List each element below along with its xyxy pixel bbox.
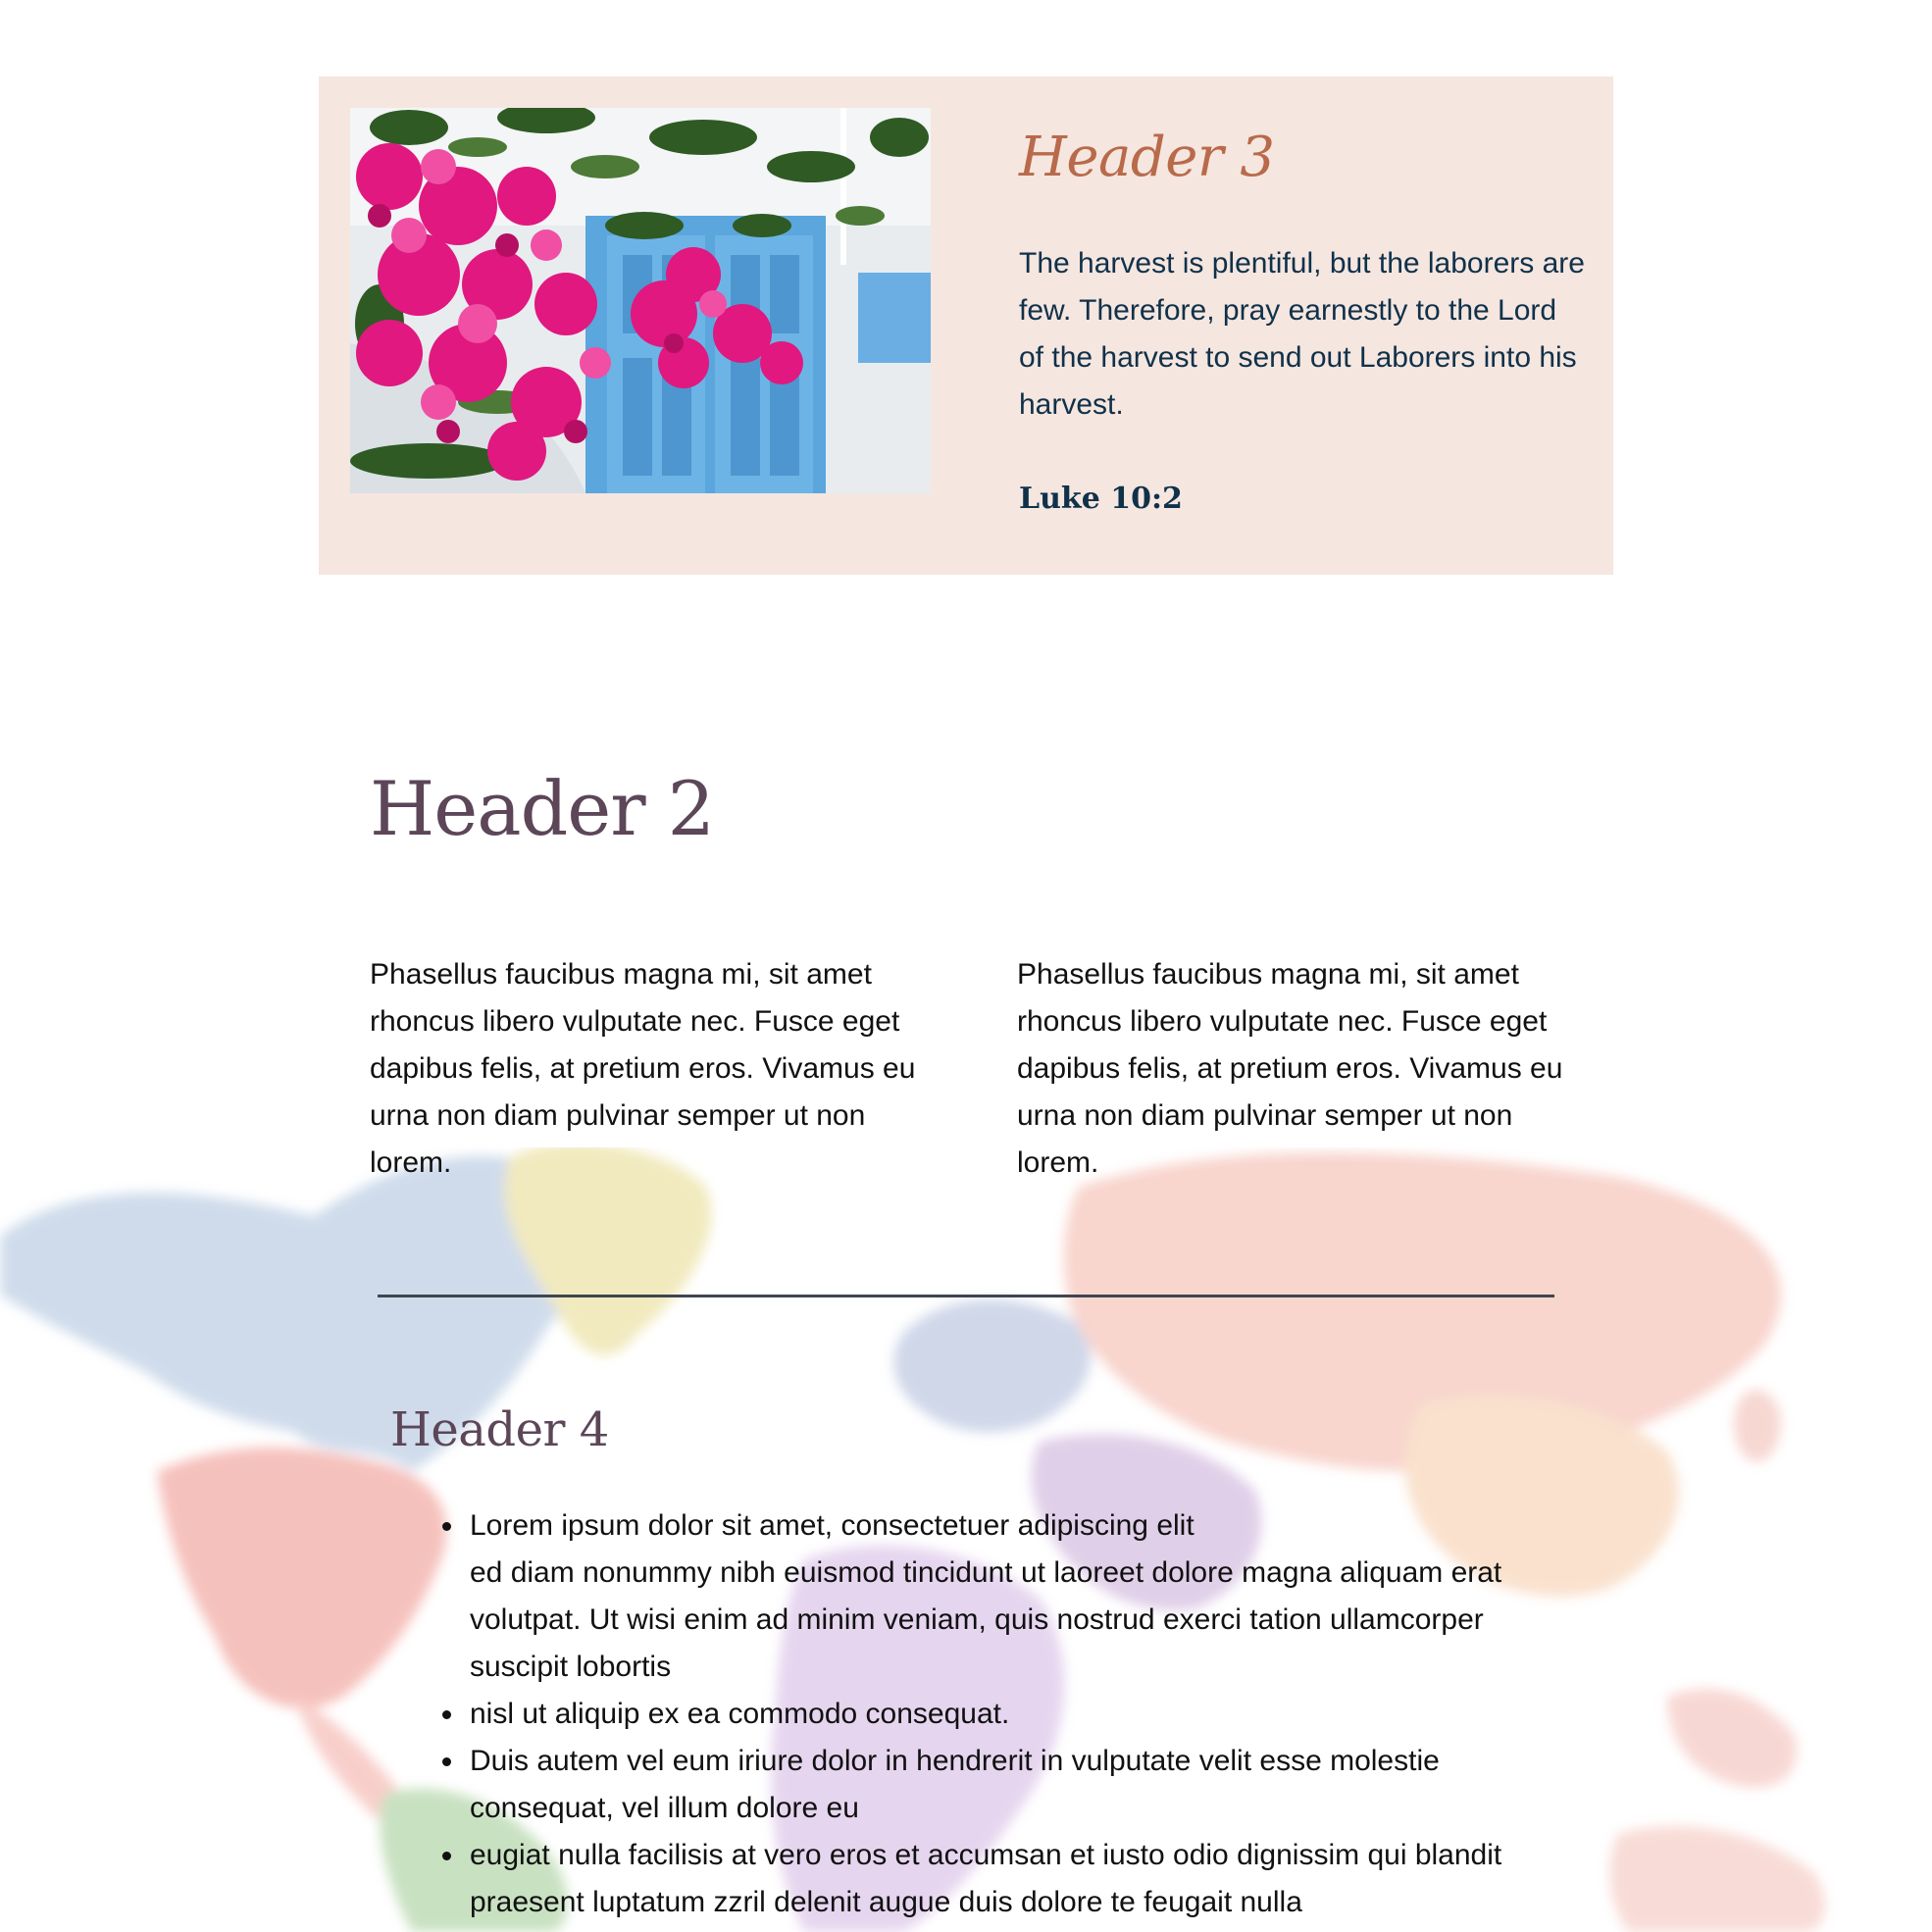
paragraph-right: Phasellus faucibus magna mi, sit amet rhoncus libero vulputate nec. Fusce eget dapibus felis, at pretium eros. Vivamus eu urna non diam pulvinar semper ut non lorem. (1017, 958, 1563, 1179)
header-4: Header 4 (390, 1402, 609, 1457)
bullet-list (470, 1502, 1568, 1926)
scripture-quote: The harvest is plentiful, but the laborers are few. Therefore, pray earnestly to the Lord of the harvest to send out Laborers into his harvest. (1019, 247, 1585, 421)
list-item-line: Duis autem vel eum iriure dolor in hendrerit in vulputate velit esse molestie consequat, vel illum dolore eu (470, 1745, 1440, 1824)
scripture-reference: Luke 10:2 (1019, 482, 1183, 516)
header-2: Header 2 (370, 765, 715, 852)
paragraph-left: Phasellus faucibus magna mi, sit amet rhoncus libero vulputate nec. Fusce eget dapibus felis, at pretium eros. Vivamus eu urna non diam pulvinar semper ut non lorem. (370, 958, 916, 1179)
hero-photo (350, 108, 931, 493)
list-item (470, 1832, 1568, 1926)
list-item (470, 1691, 1568, 1738)
hero-text (1019, 126, 1588, 516)
list-item-line: ed diam nonummy nibh euismod tincidunt ut laoreet dolore magna aliquam erat volutpat. Ut wisi enim ad minim veniam, quis nostrud exerci tation ullamcorper suscipit lobortis (470, 1556, 1502, 1683)
header-3: Header 3 (1019, 126, 1275, 189)
hero-card (319, 76, 1613, 575)
list-item-line: Lorem ipsum dolor sit amet, consectetuer adipiscing elit (470, 1509, 1195, 1542)
section-divider (378, 1295, 1554, 1297)
list-item-line: nisl ut aliquip ex ea commodo consequat. (470, 1698, 1010, 1730)
list-item (470, 1502, 1568, 1691)
list-item (470, 1738, 1568, 1832)
list-item-line: eugiat nulla facilisis at vero eros et accumsan et iusto odio dignissim qui blandit praesent luptatum zzril delenit augue duis dolore te feugait nulla (470, 1839, 1502, 1918)
